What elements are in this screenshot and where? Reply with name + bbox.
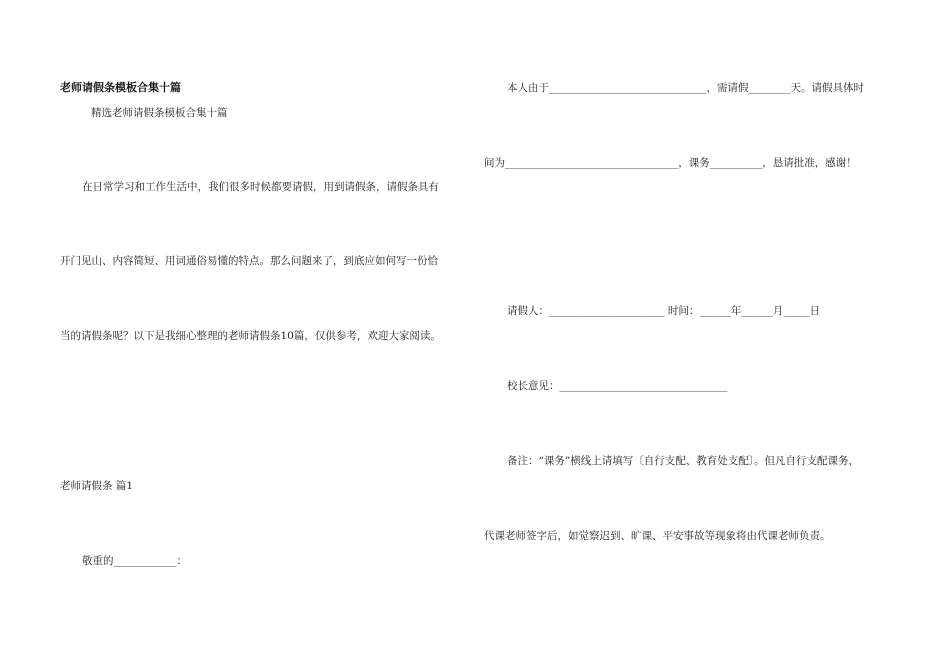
intro-paragraph-line-3: 当的请假条呢？以下是我细心整理的老师请假条10篇，仅供参考，欢迎大家阅读。	[60, 330, 441, 342]
remark-line-1: 备注：“课务”横线上请填写〔自行支配、教育处支配〕。但凡自行支配课务，	[507, 455, 859, 467]
document-subtitle: 精选老师请假条模板合集十篇	[91, 107, 228, 119]
leave-reason-line: 本人由于______________________________，需请假________天。请假具体时	[507, 82, 864, 94]
intro-paragraph-line-1: 在日常学习和工作生活中，我们很多时候都要请假，用到请假条，请假条具有	[82, 181, 439, 193]
intro-paragraph-line-2: 开门见山、内容简短、用词通俗易懂的特点。那么问题来了，到底应如何写一份恰	[60, 255, 438, 267]
document-title: 老师请假条模板合集十篇	[60, 81, 181, 94]
section-heading: 老师请假条 篇1	[60, 480, 134, 492]
remark-line-2: 代课老师签字后，如觉察迟到、旷课、平安事故等现象将由代课老师负责。	[484, 530, 831, 542]
principal-opinion-line: 校长意见：________________________________	[507, 380, 728, 392]
applicant-date-line: 请假人：______________________ 时间：______年______月_____日	[507, 305, 821, 317]
leave-period-line: 间为_________________________________，课务__________，恳请批准，感谢！	[484, 157, 857, 169]
salutation: 敬重的____________：	[82, 555, 187, 567]
